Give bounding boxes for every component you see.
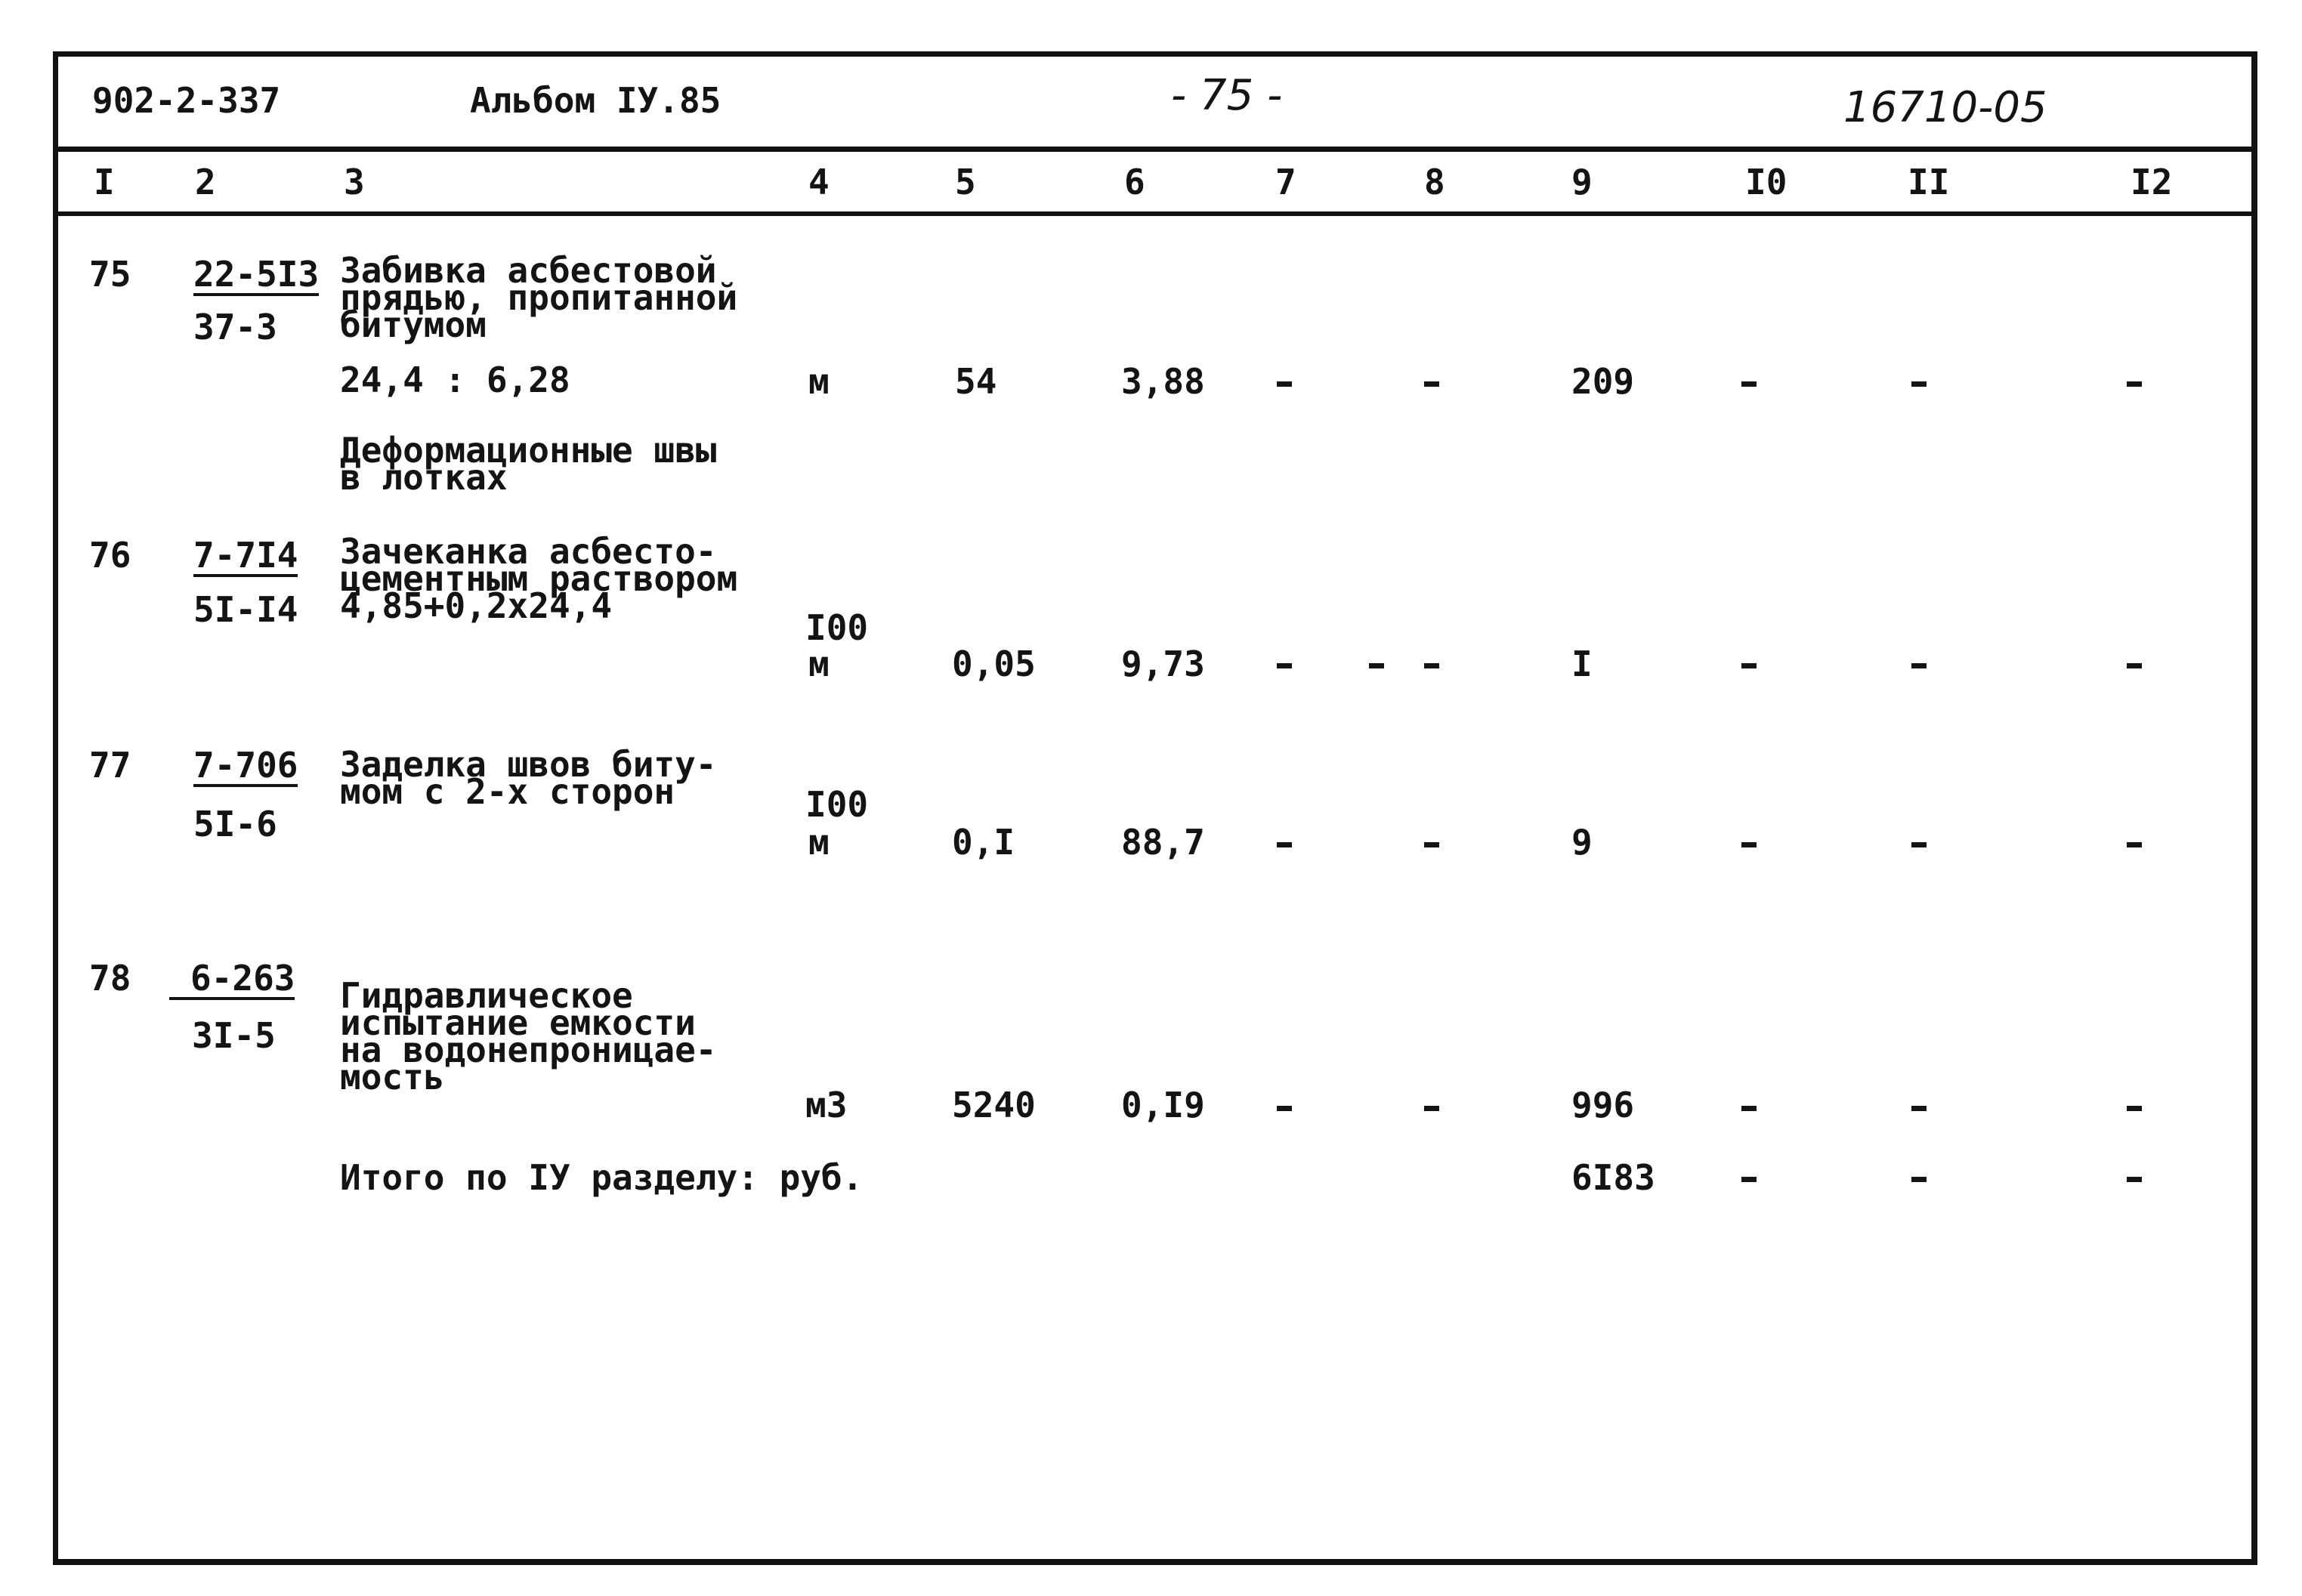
- row-76-code-bottom: 5I-I4: [193, 589, 298, 630]
- col-header-5: 5: [955, 162, 976, 202]
- row-77-price: 88,7: [1121, 822, 1205, 863]
- row-75-col7-dash: [1277, 381, 1292, 387]
- row-77-col8-dash: [1424, 842, 1439, 847]
- row-77-col9: 9: [1571, 822, 1593, 863]
- row-77-quantity: 0,I: [952, 822, 1015, 863]
- row-75-quantity: 54: [955, 361, 997, 402]
- row-76-code-top: 7-7I4: [193, 535, 298, 576]
- row-75-code-bottom: 37-3: [193, 307, 277, 347]
- row-77-code-bottom: 5I-6: [193, 804, 277, 844]
- col-header-11: II: [1908, 162, 1950, 202]
- row-78-col9: 996: [1571, 1085, 1635, 1125]
- row-77-code-top: 7-706: [193, 745, 298, 786]
- row-77-unit-bottom: м: [808, 822, 830, 863]
- total-col10-dash: [1741, 1177, 1757, 1182]
- row-77-col7-dash: [1277, 842, 1292, 847]
- row-77-col12-dash: [2127, 842, 2142, 847]
- row-78-unit: м3: [805, 1085, 848, 1125]
- row-75-col12-dash: [2127, 381, 2142, 387]
- row-78-quantity: 5240: [952, 1085, 1036, 1125]
- col-header-9: 9: [1571, 162, 1593, 202]
- row-76-col8-dash-a: [1369, 663, 1384, 668]
- row-78-col12-dash: [2127, 1106, 2142, 1111]
- row-77-description: Заделка швов биту- мом с 2-х сторон: [340, 744, 717, 812]
- col-header-1: I: [94, 162, 115, 202]
- page-number: - 75 -: [1171, 71, 1283, 120]
- row-75-col11-dash: [1911, 381, 1927, 387]
- row-78-col7-dash: [1277, 1106, 1292, 1111]
- col-header-7: 7: [1275, 162, 1296, 202]
- row-78-col10-dash: [1741, 1106, 1757, 1111]
- sheet-code: 16710-05: [1843, 83, 2047, 132]
- row-75-description: Забивка асбестовой прядью, пропитанной битумом: [340, 250, 738, 345]
- row-78-code-top: 6-263: [169, 961, 295, 1000]
- row-78-price: 0,I9: [1121, 1085, 1205, 1125]
- row-76-unit-top: I00: [805, 607, 869, 648]
- total-col12-dash: [2127, 1177, 2142, 1182]
- col-header-3: 3: [344, 162, 365, 202]
- row-76-quantity: 0,05: [952, 644, 1036, 684]
- album-label: Альбом IУ.85: [470, 80, 721, 121]
- col-header-12: I2: [2131, 162, 2173, 202]
- row-76-description: Зачеканка асбесто- цементным раствором 4,85+0,2x24,4: [340, 531, 738, 626]
- row-78-col8-dash: [1424, 1106, 1439, 1111]
- row-75-col10-dash: [1741, 381, 1757, 387]
- row-75-number: 75: [89, 254, 131, 295]
- section-note: Деформационные швы в лотках: [340, 430, 717, 498]
- row-76-col8-dash-b: [1424, 663, 1439, 668]
- row-75-col8-dash: [1424, 381, 1439, 387]
- total-col9: 6I83: [1571, 1157, 1655, 1198]
- row-78-description: Гидравлическое испытание емкости на водонепроницае- мость: [340, 975, 717, 1097]
- row-77-unit-top: I00: [805, 784, 869, 825]
- col-header-10: I0: [1745, 162, 1788, 202]
- row-75-price: 3,88: [1121, 361, 1205, 402]
- row-77-number: 77: [89, 745, 131, 786]
- row-78-col11-dash: [1911, 1106, 1927, 1111]
- total-col11-dash: [1911, 1177, 1927, 1182]
- col-header-2: 2: [195, 162, 216, 202]
- row-76-col9: I: [1571, 644, 1593, 684]
- row-76-number: 76: [89, 535, 131, 576]
- row-75-code-top: 22-5I3: [193, 254, 320, 295]
- total-label: Итого по IУ разделу: руб.: [340, 1157, 864, 1198]
- row-76-col7-dash: [1277, 663, 1292, 668]
- row-76-price: 9,73: [1121, 644, 1205, 684]
- row-75-unit: м: [808, 361, 830, 402]
- row-78-number: 78: [89, 958, 131, 999]
- row-76-col12-dash: [2127, 663, 2142, 668]
- row-76-col11-dash: [1911, 663, 1927, 668]
- row-77-col10-dash: [1741, 842, 1757, 847]
- header-divider: [53, 147, 2257, 152]
- col-header-4: 4: [808, 162, 830, 202]
- doc-code: 902-2-337: [92, 80, 281, 121]
- row-75-col9: 209: [1571, 361, 1635, 402]
- row-76-col10-dash: [1741, 663, 1757, 668]
- col-header-6: 6: [1124, 162, 1145, 202]
- row-75-calculation: 24,4 : 6,28: [340, 360, 570, 400]
- row-78-code-bottom: 3I-5: [192, 1015, 276, 1056]
- col-header-8: 8: [1424, 162, 1445, 202]
- row-76-unit-bottom: м: [808, 644, 830, 684]
- column-header-divider: [53, 211, 2257, 216]
- row-77-col11-dash: [1911, 842, 1927, 847]
